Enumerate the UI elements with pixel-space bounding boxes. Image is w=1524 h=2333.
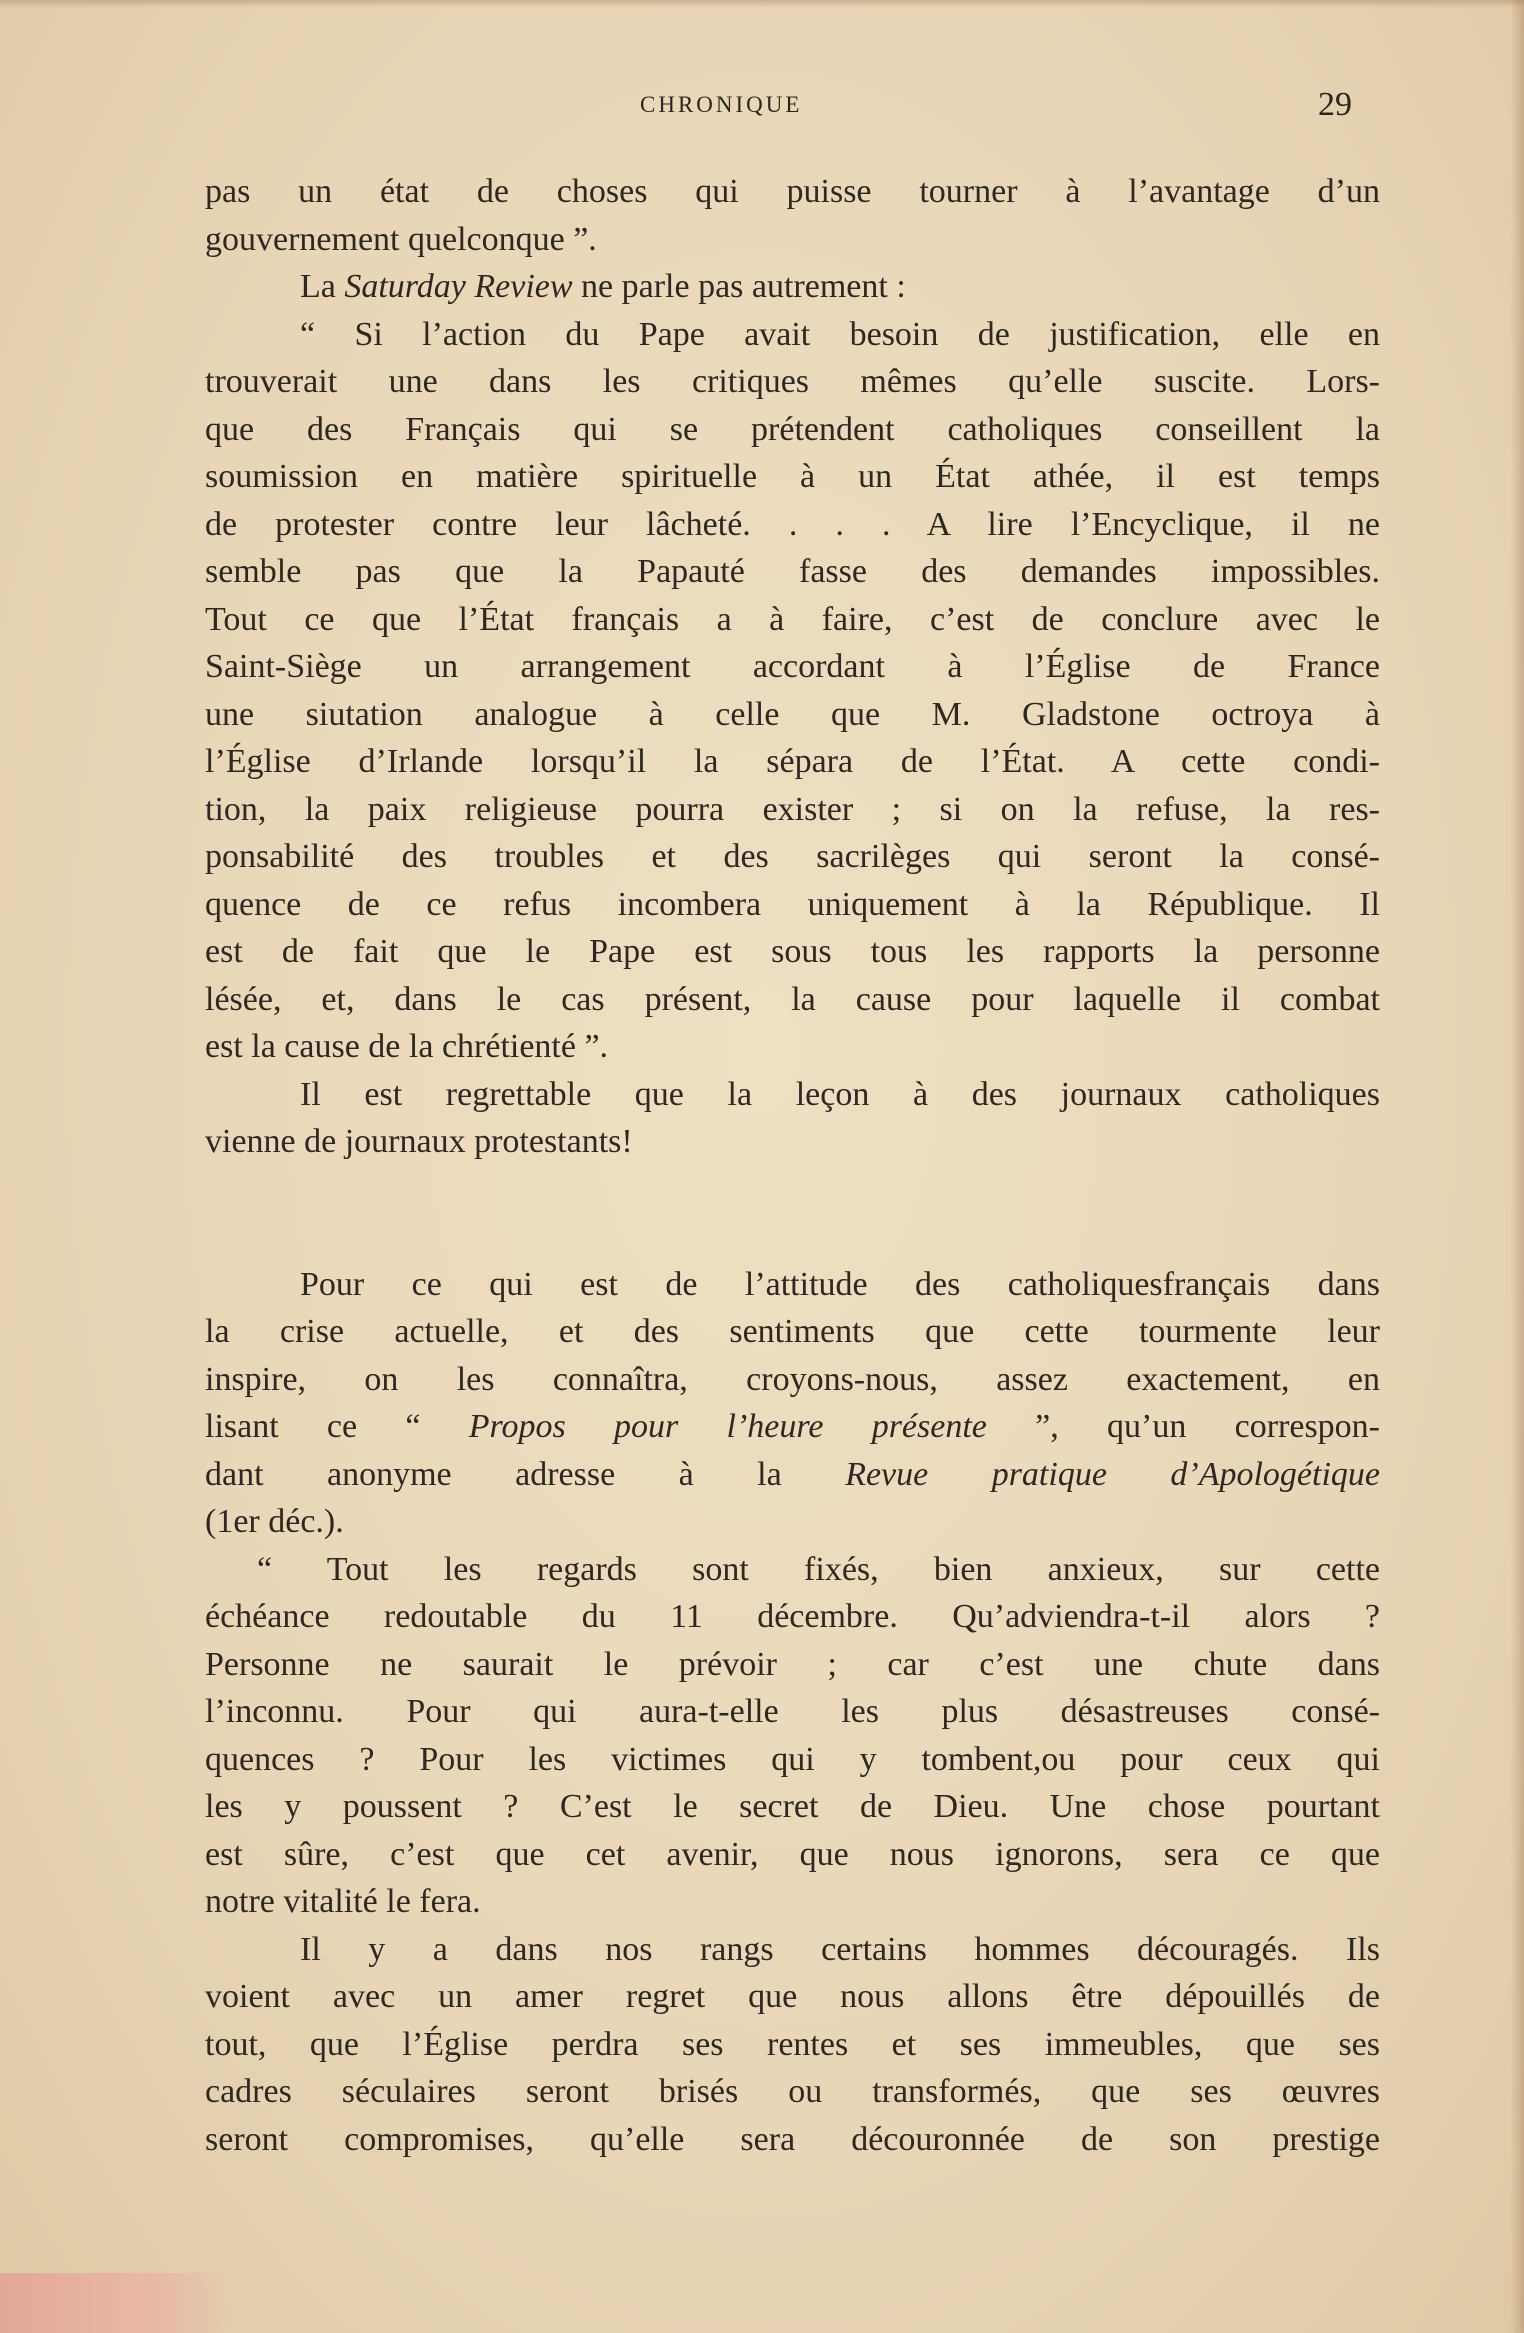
- page-number: 29: [1318, 86, 1352, 123]
- text-span: dant anonyme adresse à la: [205, 1455, 846, 1493]
- text-line: Tout ce que l’État français a à faire, c’est de conclure avec le: [205, 600, 1380, 638]
- text-line: Pour ce qui est de l’attitude des catholiquesfrançais dans: [300, 1265, 1380, 1303]
- text-line: soumission en matière spirituelle à un État athée, il est temps: [205, 458, 1380, 495]
- text-span: ”, qu’un correspon-: [986, 1408, 1381, 1445]
- text-line: Il y a dans nos rangs certains hommes découragés. Ils: [300, 1930, 1380, 1968]
- text-line: Personne ne saurait le prévoir ; car c’est une chute dans: [205, 1645, 1380, 1683]
- text-line: Il est regrettable que la leçon à des journaux catholiques: [300, 1075, 1380, 1113]
- text-line: [205, 1451, 1380, 1499]
- text-line: lésée, et, dans le cas présent, la cause pour laquelle il combat: [205, 980, 1380, 1018]
- text-span: La: [300, 268, 345, 305]
- page-header: [0, 86, 1524, 126]
- running-head: CHRONIQUE: [640, 92, 803, 117]
- journal-title: Saturday Review: [344, 268, 573, 305]
- body-text: [205, 168, 1380, 2163]
- text-line: est sûre, c’est que cet avenir, que nous ignorons, sera ce que: [205, 1835, 1380, 1873]
- text-line: l’Église d’Irlande lorsqu’il la sépara de l’État. A cette condi-: [205, 743, 1380, 780]
- text-line: cadres séculaires seront brisés ou transformés, que ses œuvres: [205, 2073, 1380, 2110]
- text-line: une siutation analogue à celle que M. Gladstone octroya à: [205, 695, 1380, 733]
- text-line: inspire, on les connaîtra, croyons-nous, assez exactement, en: [205, 1360, 1380, 1398]
- text-line: trouverait une dans les critiques mêmes qu’elle suscite. Lors-: [205, 363, 1380, 400]
- text-line: quences ? Pour les victimes qui y tombent,ou pour ceux qui: [205, 1740, 1380, 1778]
- text-line: vienne de journaux protestants!: [205, 1123, 633, 1160]
- text-line: (1er déc.).: [205, 1503, 344, 1540]
- text-line: est de fait que le Pape est sous tous les rapports la personne: [205, 933, 1380, 970]
- text-line: seront compromises, qu’elle sera découronnée de son prestige: [205, 2120, 1380, 2158]
- text-line: la crise actuelle, et des sentiments que cette tourmente leur: [205, 1313, 1380, 1350]
- text-line: échéance redoutable du 11 décembre. Qu’adviendra-t-il alors ?: [205, 1598, 1380, 1635]
- section-gap: [205, 1166, 1380, 1261]
- text-line: Saint-Siège un arrangement accordant à l’Église de France: [205, 648, 1380, 685]
- page-top-edge: [0, 0, 1524, 8]
- text-line: “ Tout les regards sont fixés, bien anxieux, sur cette: [257, 1550, 1380, 1588]
- text-line: pas un état de choses qui puisse tourner à l’avantage d’un: [205, 173, 1380, 210]
- text-line: “ Si l’action du Pape avait besoin de justification, elle en: [300, 315, 1380, 353]
- text-span: lisant ce “: [205, 1408, 469, 1445]
- text-line: que des Français qui se prétendent catholiques conseillent la: [205, 410, 1380, 448]
- text-line: les y poussent ? C’est le secret de Dieu. Une chose pourtant: [205, 1788, 1380, 1825]
- journal-title: Revue pratique d’Apologétique: [845, 1455, 1380, 1493]
- text-line: quence de ce refus incombera uniquement à la République. Il: [205, 885, 1380, 923]
- text-line: [205, 263, 1380, 311]
- text-line: notre vitalité le fera.: [205, 1883, 481, 1920]
- text-line: tion, la paix religieuse pourra exister ; si on la refuse, la res-: [205, 790, 1380, 828]
- article-title: Propos pour l’heure présente: [468, 1408, 987, 1445]
- text-line: [205, 1403, 1380, 1451]
- text-line: gouvernement quelconque ”.: [205, 220, 597, 258]
- text-line: semble pas que la Papauté fasse des demandes impossibles.: [205, 553, 1380, 590]
- page-right-edge: [1510, 0, 1524, 2333]
- text-line: tout, que l’Église perdra ses rentes et ses immeubles, que ses: [205, 2025, 1380, 2063]
- text-line: voient avec un amer regret que nous allons être dépouillés de: [205, 1978, 1380, 2015]
- text-line: ponsabilité des troubles et des sacrilèges qui seront la consé-: [205, 838, 1380, 875]
- corner-stain: [0, 2273, 230, 2333]
- text-line: l’inconnu. Pour qui aura-t-elle les plus désastreuses consé-: [205, 1693, 1380, 1730]
- text-line: est la cause de la chrétienté ”.: [205, 1028, 609, 1065]
- text-span: ne parle pas autrement :: [572, 268, 906, 305]
- text-line: de protester contre leur lâcheté. . . . A lire l’Encyclique, il ne: [205, 505, 1380, 543]
